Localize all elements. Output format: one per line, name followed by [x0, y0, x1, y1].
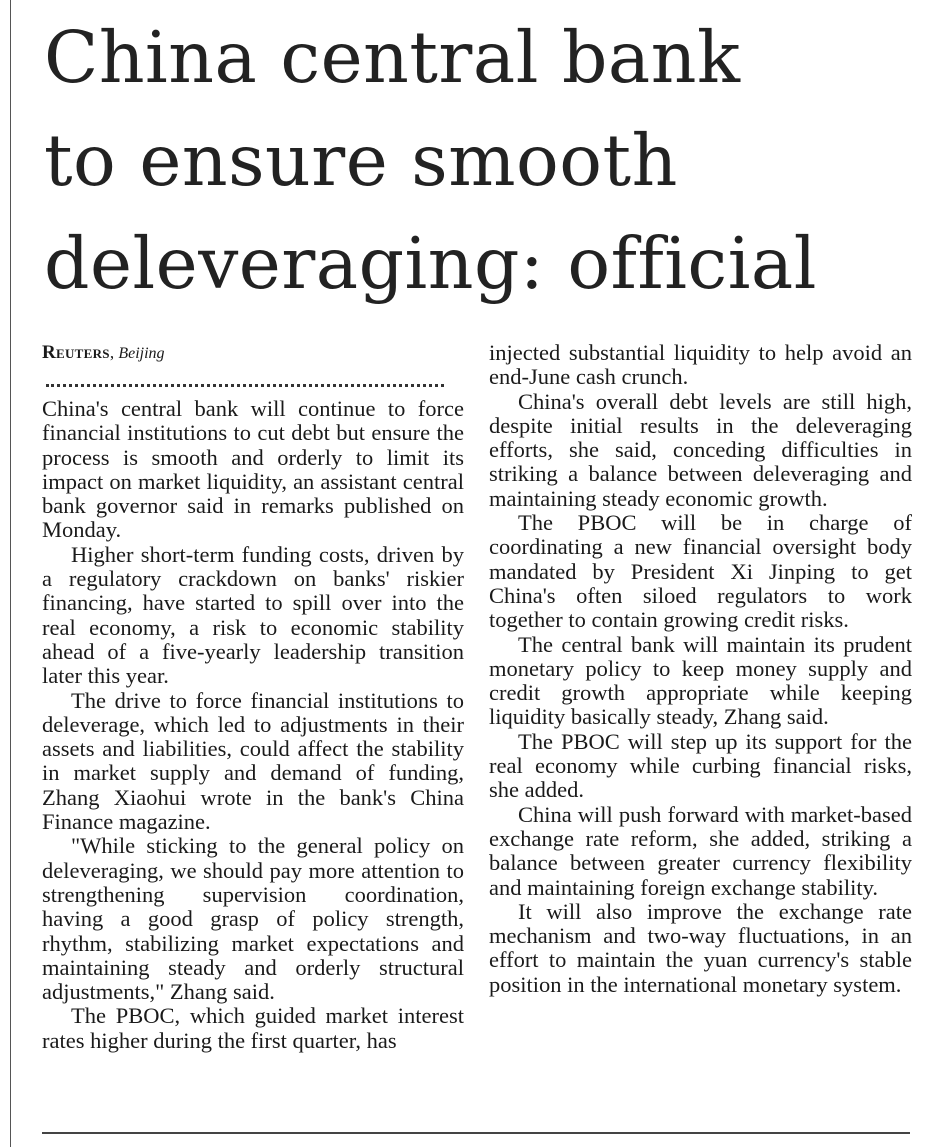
body-paragraph: The PBOC, which guided market interest rates higher during the first quarter, has: [42, 1003, 464, 1053]
article-column-left: [42, 341, 464, 1053]
column-rule-left: [10, 0, 11, 1147]
byline: [42, 341, 464, 365]
body-paragraph: "While sticking to the general policy on deleveraging, we should pay more attention to strengthening supervision coordination, having a good grasp of policy strength, rhythm, stabilizing market expectations and maintaining steady and orderly structural adjustments," Zhang said.: [42, 833, 464, 1005]
byline-agency: Reuters: [42, 342, 110, 363]
body-paragraph: The central bank will maintain its prudent monetary policy to keep money supply and credit growth appropriate while keeping liquidity basically steady, Zhang said.: [489, 631, 912, 730]
body-paragraph: Higher short-term funding costs, driven by a regulatory crackdown on banks' riskier financing, have started to spill over into the real economy, a risk to economic stability ahead of a five-yearly leadership transition later this year.: [42, 541, 464, 689]
bottom-rule: [42, 1132, 910, 1134]
body-paragraph: China's central bank will continue to force financial institutions to cut debt but ensure the process is smooth and orderly to limit its impact on market liquidity, an assistant central bank governor said in remarks published on Monday.: [42, 396, 464, 543]
body-paragraph: The PBOC will be in charge of coordinating a new financial oversight body mandated by President Xi Jinping to get China's often siloed regulators to work together to contain growing credit risks.: [489, 510, 912, 633]
headline-line: to ensure smooth: [44, 119, 678, 202]
body-paragraph-continued: injected substantial liquidity to help avoid an end-June cash crunch.: [489, 340, 912, 390]
body-paragraph: The drive to force financial institutions to deleverage, which led to adjustments in their assets and liabilities, could affect the stability in market supply and demand of funding, Zhang Xiaohui wrote in the bank's China Finance magazine.: [42, 687, 464, 835]
byline-location: Beijing: [118, 345, 165, 362]
body-paragraph: China will push forward with market-based exchange rate reform, she added, striking a balance between greater currency flexibility and maintaining foreign exchange stability.: [489, 801, 912, 900]
byline-separator: ,: [109, 343, 119, 362]
body-paragraph: It will also improve the exchange rate mechanism and two-way fluctuations, in an effort to maintain the yuan currency's stable position in the international monetary system.: [489, 898, 912, 997]
headline-line: China central bank: [44, 16, 741, 99]
article-column-right: [489, 341, 912, 997]
body-paragraph: The PBOC will step up its support for the real economy while curbing financial risks, she added.: [489, 728, 912, 803]
body-paragraph: China's overall debt levels are still high, despite initial results in the deleveraging efforts, she said, conceding difficulties in striking a balance between deleveraging and maintaining steady economic growth.: [489, 388, 912, 511]
headline: [44, 6, 924, 315]
dotted-divider: [46, 378, 444, 387]
headline-line: deleveraging: official: [44, 222, 817, 305]
